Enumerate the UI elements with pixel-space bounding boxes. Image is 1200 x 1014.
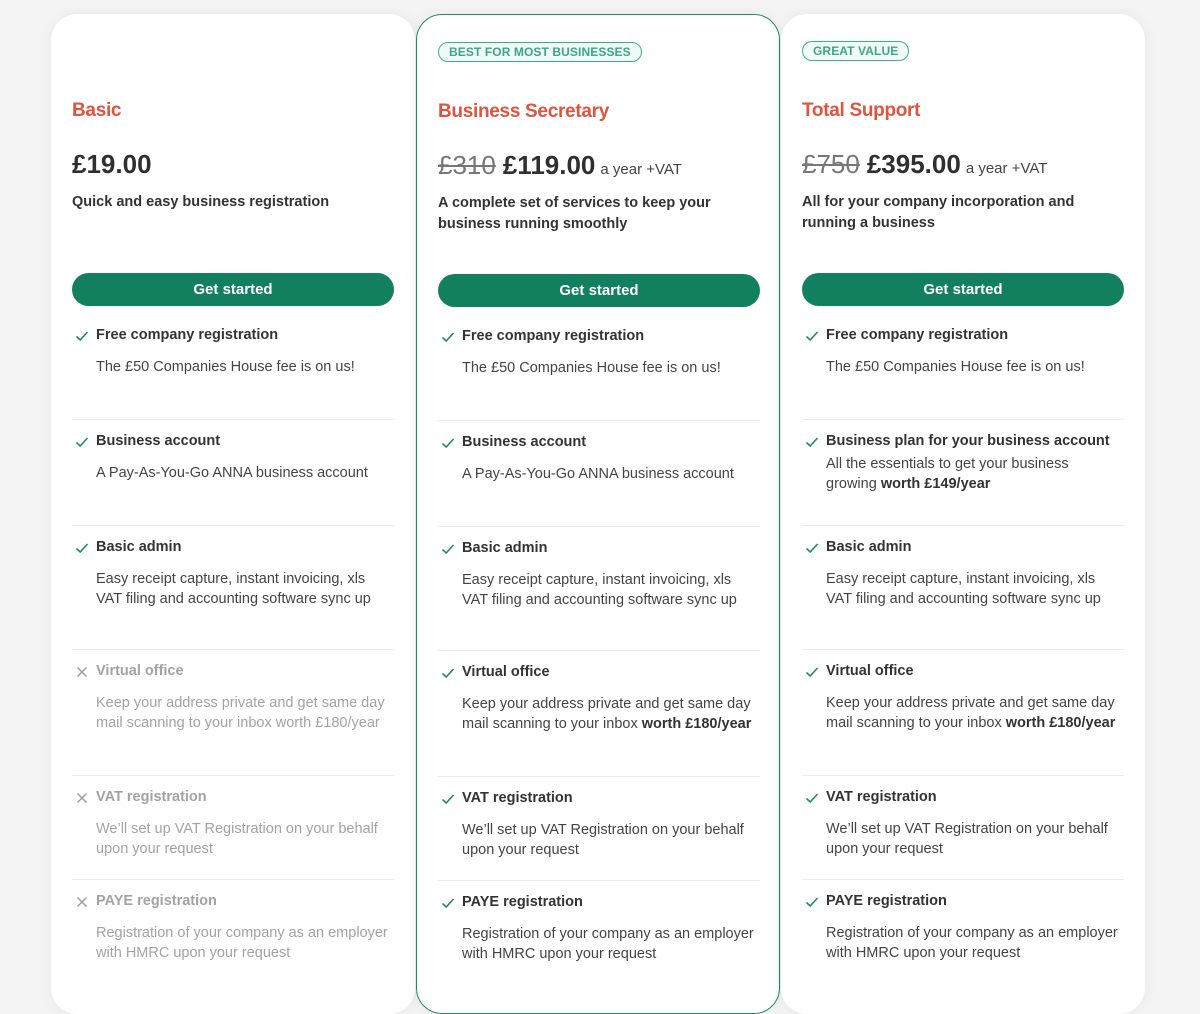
check-icon: [74, 328, 90, 344]
feature-title: Free company registration: [826, 327, 1009, 343]
feature-item: [438, 315, 760, 421]
plan-card-business-secretary: [416, 14, 780, 1014]
feature-item: [802, 650, 1124, 776]
price: £119.00: [502, 150, 596, 180]
plan-name: Business Secretary: [438, 101, 609, 122]
old-price: £310: [438, 150, 496, 180]
feature-title: Free company registration: [462, 328, 645, 344]
feature-description: The £50 Companies House fee is on us!: [826, 359, 1085, 375]
feature-description: We’ll set up VAT Registration on your behalf upon your request: [826, 821, 1108, 857]
feature-title: Virtual office: [826, 663, 914, 679]
get-started-button[interactable]: Get started: [438, 274, 760, 307]
feature-item: [438, 421, 760, 527]
feature-item: [802, 776, 1124, 880]
check-icon: [440, 541, 456, 557]
get-started-button[interactable]: Get started: [802, 273, 1124, 306]
check-icon: [440, 329, 456, 345]
check-icon: [440, 895, 456, 911]
price-row: [438, 150, 682, 181]
feature-item: [72, 880, 394, 1000]
check-icon: [804, 328, 820, 344]
feature-item: [72, 776, 394, 880]
feature-title: Basic admin: [462, 540, 548, 556]
plan-tagline: All for your company incorporation and running a business: [802, 194, 1075, 231]
feature-description: We’ll set up VAT Registration on your behalf upon your request: [96, 821, 378, 857]
price: £19.00: [72, 149, 152, 179]
feature-description: Registration of your company as an employer with HMRC upon your request: [96, 925, 388, 961]
feature-item: [72, 314, 394, 420]
feature-list: [802, 314, 1124, 1000]
plan-badge: GREAT VALUE: [802, 41, 909, 61]
old-price: £750: [802, 149, 860, 179]
feature-description: A Pay-As-You-Go ANNA business account: [96, 465, 368, 481]
feature-description: Keep your address private and get same day mail scanning to your inbox worth £180/year: [462, 696, 752, 732]
feature-title: PAYE registration: [462, 894, 583, 910]
feature-title: Business plan for your business account: [826, 433, 1110, 449]
cross-icon: [74, 894, 90, 910]
feature-item: [802, 314, 1124, 420]
check-icon: [804, 664, 820, 680]
feature-description: Easy receipt capture, instant invoicing, xls VAT filing and accounting software sync up: [96, 571, 371, 607]
feature-description: We’ll set up VAT Registration on your behalf upon your request: [462, 822, 744, 858]
feature-title: Basic admin: [96, 539, 182, 555]
feature-item: [438, 777, 760, 881]
feature-description: The £50 Companies House fee is on us!: [96, 359, 355, 375]
check-icon: [440, 665, 456, 681]
feature-item: [72, 526, 394, 650]
feature-description: Keep your address private and get same day mail scanning to your inbox worth £180/year: [96, 695, 385, 731]
feature-description: The £50 Companies House fee is on us!: [462, 360, 721, 376]
feature-description: Registration of your company as an employer with HMRC upon your request: [826, 925, 1118, 961]
check-icon: [804, 540, 820, 556]
check-icon: [440, 791, 456, 807]
get-started-button[interactable]: Get started: [72, 273, 394, 306]
feature-title: Business account: [96, 433, 221, 449]
feature-title: VAT registration: [96, 789, 207, 805]
feature-description: All the essentials to get your business growing worth £149/year: [826, 456, 1069, 492]
cross-icon: [74, 664, 90, 680]
plan-badge: BEST FOR MOST BUSINESSES: [438, 42, 642, 62]
cross-icon: [74, 790, 90, 806]
check-icon: [804, 894, 820, 910]
feature-list: [72, 314, 394, 1000]
feature-title: Virtual office: [96, 663, 184, 679]
check-icon: [74, 434, 90, 450]
feature-title: Business account: [462, 434, 587, 450]
feature-description: Easy receipt capture, instant invoicing, xls VAT filing and accounting software sync up: [462, 572, 737, 608]
price-period: a year +VAT: [965, 160, 1048, 177]
feature-description: Easy receipt capture, instant invoicing, xls VAT filing and accounting software sync up: [826, 571, 1101, 607]
price-period: a year +VAT: [600, 161, 682, 178]
feature-item: [438, 651, 760, 777]
plan-card-basic: [51, 14, 415, 1014]
plan-name: Total Support: [802, 100, 921, 121]
check-icon: [804, 790, 820, 806]
feature-item: [802, 420, 1124, 526]
feature-description: Registration of your company as an employer with HMRC upon your request: [462, 926, 754, 962]
feature-title: VAT registration: [462, 790, 573, 806]
feature-title: PAYE registration: [96, 893, 217, 909]
plan-tagline: Quick and easy business registration: [72, 194, 330, 210]
price-row: [802, 149, 1047, 180]
feature-item: [72, 650, 394, 776]
feature-title: Free company registration: [96, 327, 279, 343]
feature-item: [72, 420, 394, 526]
feature-description: A Pay-As-You-Go ANNA business account: [462, 466, 734, 482]
feature-item: [802, 526, 1124, 650]
feature-title: Basic admin: [826, 539, 912, 555]
plan-tagline: A complete set of services to keep your business running smoothly: [438, 195, 711, 232]
feature-item: [802, 880, 1124, 1000]
feature-description: Keep your address private and get same day mail scanning to your inbox worth £180/year: [826, 695, 1116, 731]
feature-list: [438, 315, 760, 1001]
feature-title: Virtual office: [462, 664, 550, 680]
feature-item: [438, 527, 760, 651]
check-icon: [74, 540, 90, 556]
check-icon: [804, 434, 820, 450]
check-icon: [440, 435, 456, 451]
plan-card-total-support: [781, 14, 1145, 1014]
feature-title: PAYE registration: [826, 893, 947, 909]
feature-title: VAT registration: [826, 789, 937, 805]
price-row: [72, 149, 152, 180]
feature-item: [438, 881, 760, 1001]
price: £395.00: [866, 149, 961, 179]
plan-name: Basic: [72, 100, 122, 121]
